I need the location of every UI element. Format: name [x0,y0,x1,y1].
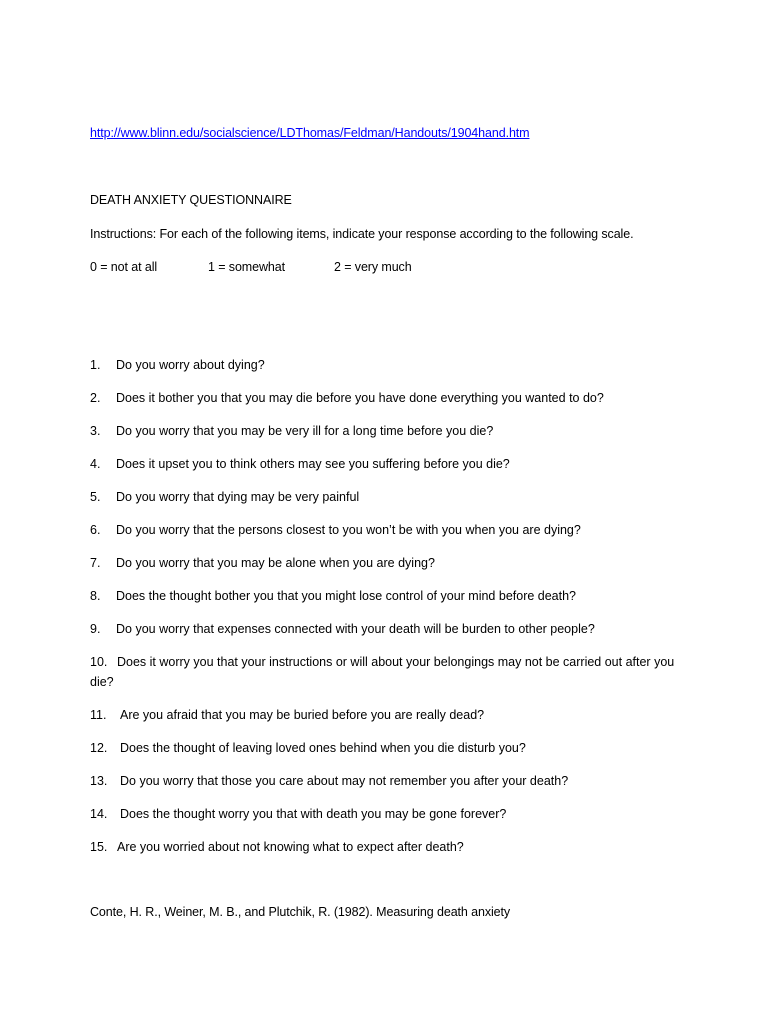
question-number: 9. [90,622,101,636]
question-number: 11. [90,708,107,722]
document-title: DEATH ANXIETY QUESTIONNAIRE [90,193,292,207]
question-number: 2. [90,391,101,405]
question-number: 13. [90,774,108,788]
question-text: Does it upset you to think others may see you suffering before you die? [116,457,510,471]
instructions-text: Instructions: For each of the following items, indicate your response according to the following scale. [90,227,634,241]
question-item-5 [90,487,680,507]
question-number: 4. [90,457,101,471]
question-text: Do you worry that expenses connected with your death will be burden to other people? [116,622,595,636]
question-number: 8. [90,589,101,603]
question-text: Do you worry about dying? [116,358,265,372]
question-item-8 [90,586,680,606]
question-item-10 [90,652,680,692]
source-link[interactable]: http://www.blinn.edu/socialscience/LDThomas/Feldman/Handouts/1904hand.htm [90,126,530,140]
question-item-6 [90,520,680,540]
question-text: Does it bother you that you may die before you have done everything you wanted to do? [116,391,604,405]
question-item-15 [90,837,680,857]
question-text: Does the thought of leaving loved ones behind when you die disturb you? [120,741,526,755]
question-item-13 [90,771,680,791]
question-number: 3. [90,424,101,438]
question-number: 10. [90,655,108,669]
question-text: Are you worried about not knowing what to expect after death? [117,840,464,854]
question-item-1 [90,355,680,375]
citation-text: Conte, H. R., Weiner, M. B., and Plutchik, R. (1982). Measuring death anxiety [90,905,511,919]
question-number: 15. [90,840,108,854]
question-text: Does the thought worry you that with death you may be gone forever? [120,807,507,821]
question-item-4 [90,454,680,474]
question-text: Do you worry that you may be alone when you are dying? [116,556,435,570]
scale-option-0: 0 = not at all [90,260,158,274]
scale-option-1: 1 = somewhat [208,260,285,274]
question-item-7 [90,553,680,573]
question-item-12 [90,738,680,758]
question-number: 14. [90,807,108,821]
question-item-2 [90,388,680,408]
question-text: Are you afraid that you may be buried before you are really dead? [120,708,485,722]
question-number: 1. [90,358,101,372]
scale-option-2: 2 = very much [334,260,412,274]
question-item-3 [90,421,680,441]
question-text: Do you worry that dying may be very painful [116,490,360,504]
question-text: Do you worry that those you care about may not remember you after your death? [120,774,569,788]
question-item-14 [90,804,680,824]
question-item-9 [90,619,680,639]
question-number: 6. [90,523,101,537]
question-text: Does the thought bother you that you might lose control of your mind before death? [116,589,577,603]
question-item-11 [90,705,680,725]
question-number: 7. [90,556,101,570]
response-scale [90,259,412,276]
question-number: 12. [90,741,108,755]
question-text: Do you worry that the persons closest to you won’t be with you when you are dying? [116,523,581,537]
question-text: Do you worry that you may be very ill for a long time before you die? [116,424,494,438]
question-text: Does it worry you that your instructions or will about your belongings may not be carried out after you die? [90,655,675,689]
question-number: 5. [90,490,101,504]
